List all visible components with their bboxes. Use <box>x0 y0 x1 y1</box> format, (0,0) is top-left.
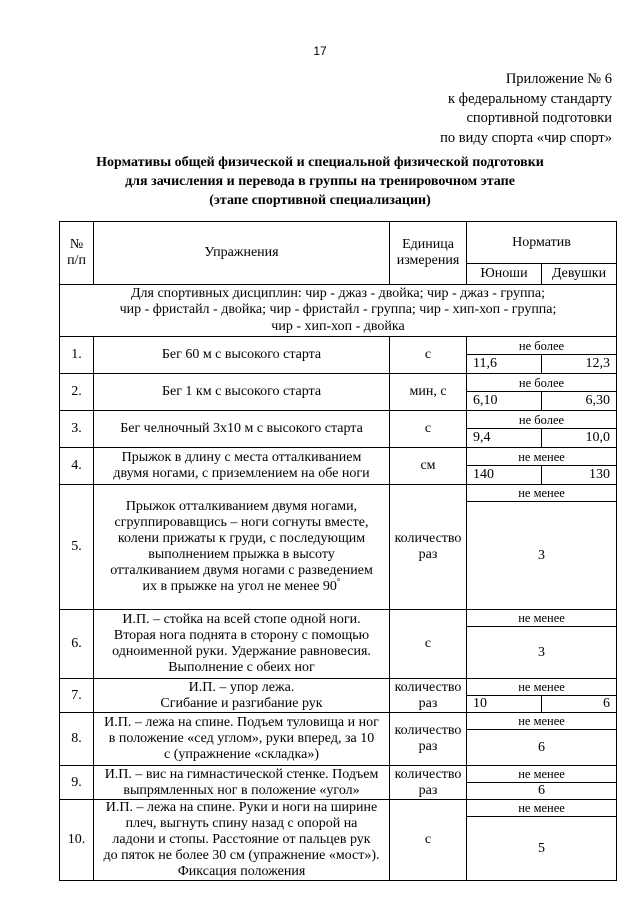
unit-cell <box>390 800 467 881</box>
exercise-line <box>96 421 387 437</box>
unit-line: с <box>424 636 432 651</box>
boys-value-text: 10 <box>473 696 487 711</box>
appendix-line: спортивной подготовки <box>466 110 612 126</box>
table-row <box>60 411 617 429</box>
norm-condition: не менее <box>467 713 617 730</box>
boys-value-text: 9,4 <box>473 430 491 445</box>
disciplines-line: Для спортивных дисциплин: чир - джаз - двойка; чир - джаз - группа; <box>130 285 546 301</box>
table-row <box>60 485 617 502</box>
unit-cell <box>390 337 467 374</box>
degree-sign: ° <box>336 576 341 587</box>
unit-line: раз <box>418 547 438 562</box>
exercise-line <box>96 531 387 547</box>
exercise-text: сгруппировавщись – ноги согнуты вместе, <box>114 515 369 530</box>
boys-value <box>467 429 542 448</box>
row-number: 1. <box>60 337 94 374</box>
exercise-text: до пяток не более 30 см (упражнение «мост»). <box>103 848 380 863</box>
unit-header <box>390 222 467 285</box>
table-row <box>60 766 617 783</box>
unit-line: мин, с <box>409 384 447 399</box>
num-header-line: п/п <box>67 253 86 268</box>
norm-value: 3 <box>467 502 617 610</box>
exercise-text: ладони и стопы. Расстояние от пальцев рук <box>112 832 371 847</box>
table-row <box>60 448 617 466</box>
norm-condition: не менее <box>467 800 617 817</box>
girls-value <box>542 429 617 448</box>
appendix-line: по виду спорта «чир спорт» <box>440 129 612 146</box>
unit-line: см <box>420 458 436 473</box>
exercise-text: Вторая нога поднята в сторону с помощью <box>113 628 370 643</box>
document-title <box>0 153 640 210</box>
exercise-text: И.П. – стойка на всей стопе одной ноги. <box>122 612 361 627</box>
girls-value <box>542 466 617 485</box>
unit-cell <box>390 766 467 800</box>
title-line: Нормативы общей физической и специальной физической подготовки <box>96 155 544 170</box>
exercise-line <box>96 644 387 660</box>
disciplines-line: чир - хип-хоп - двойка <box>271 318 405 334</box>
table-row <box>60 374 617 392</box>
norm-condition: не менее <box>467 448 617 466</box>
unit-line: раз <box>418 739 438 754</box>
row-number: 8. <box>60 713 94 766</box>
boys-value <box>467 392 542 411</box>
exercise-text: Бег 60 м с высокого старта <box>161 347 322 362</box>
boys-value <box>467 696 542 713</box>
appendix-line: к федеральному стандарту <box>448 90 612 107</box>
boys-value-text: 6,10 <box>473 393 498 408</box>
row-number: 2. <box>60 374 94 411</box>
exercise-text: с (упражнение «складка») <box>164 747 319 762</box>
exercise-line <box>96 660 387 676</box>
num-header-line: № <box>69 237 84 252</box>
norm-condition: не менее <box>467 679 617 696</box>
exercise-text: И.П. – упор лежа. <box>188 679 295 695</box>
page-number: 17 <box>313 44 327 58</box>
unit-cell <box>390 374 467 411</box>
boys-value-text: 140 <box>473 467 494 482</box>
table-row <box>60 679 617 696</box>
appendix-header <box>440 70 612 148</box>
exercise-text: Бег 1 км с высокого старта <box>161 384 322 399</box>
row-number: 6. <box>60 610 94 679</box>
norm-value: 6 <box>467 730 617 766</box>
exercise-cell <box>94 766 390 800</box>
disciplines-row <box>60 285 617 337</box>
exercise-line <box>96 576 387 595</box>
unit-cell <box>390 448 467 485</box>
exercise-line <box>96 715 387 731</box>
unit-cell <box>390 679 467 713</box>
exercise-cell <box>94 411 390 448</box>
exercise-line <box>96 628 387 644</box>
boys-value <box>467 355 542 374</box>
norm-condition: не менее <box>467 766 617 783</box>
exercise-line <box>96 499 387 515</box>
unit-header-line: Единица <box>402 237 454 252</box>
table-row <box>60 337 617 355</box>
unit-cell <box>390 411 467 448</box>
exercise-line <box>96 696 387 712</box>
norm-condition: не более <box>467 374 617 392</box>
exercise-text: Прыжок отталкиванием двумя ногами, <box>125 499 358 514</box>
exercise-text: двумя ногами, с приземлением на обе ноги <box>113 466 370 481</box>
exercise-cell <box>94 713 390 766</box>
exercise-line <box>96 816 387 832</box>
norm-condition: не менее <box>467 610 617 627</box>
unit-cell <box>390 713 467 766</box>
norm-condition: не менее <box>467 485 617 502</box>
boys-value <box>467 466 542 485</box>
unit-cell <box>390 485 467 610</box>
unit-line: с <box>424 832 432 847</box>
exercise-header: Упражнения <box>94 222 390 285</box>
table-row <box>60 610 617 627</box>
unit-line: раз <box>418 695 438 711</box>
unit-line: с <box>424 347 432 362</box>
unit-line: количество <box>394 723 462 738</box>
exercise-line <box>96 612 387 628</box>
num-header <box>60 222 94 285</box>
exercise-text: в положение «сед углом», руки вперед, за 10 <box>108 731 375 746</box>
girls-value <box>542 696 617 713</box>
exercise-line <box>96 466 387 482</box>
row-number: 3. <box>60 411 94 448</box>
unit-cell <box>390 610 467 679</box>
girls-header: Девушки <box>542 264 617 285</box>
exercise-text: И.П. – лежа на спине. Подъем туловища и ног <box>104 715 379 730</box>
girls-value-text: 6 <box>603 696 611 711</box>
disciplines-cell <box>60 285 617 337</box>
exercise-cell <box>94 448 390 485</box>
unit-line: количество <box>394 766 462 782</box>
table-row <box>60 713 617 730</box>
girls-value-text: 130 <box>589 467 611 482</box>
exercise-text: колени прижаты к груди, с последующим <box>117 531 366 546</box>
girls-value <box>542 355 617 374</box>
exercise-text: Фиксация положения <box>177 864 306 879</box>
exercise-text: И.П. – лежа на спине. Руки и ноги на ширине <box>105 800 378 815</box>
exercise-line <box>96 747 387 763</box>
exercise-line <box>96 800 387 816</box>
title-line: (этапе спортивной специализации) <box>209 193 431 208</box>
exercise-text: И.П. – вис на гимнастической стенке. Подъем <box>104 766 379 782</box>
row-number: 5. <box>60 485 94 610</box>
exercise-cell <box>94 679 390 713</box>
row-number: 10. <box>60 800 94 881</box>
norm-condition: не более <box>467 411 617 429</box>
exercise-line <box>96 731 387 747</box>
exercise-text: Бег челночный 3x10 м с высокого старта <box>120 421 363 436</box>
exercise-text: Прыжок в длину с места отталкиванием <box>121 450 362 465</box>
norm-value: 6 <box>467 783 617 800</box>
exercise-line <box>96 767 387 783</box>
exercise-cell <box>94 800 390 881</box>
girls-value-text: 12,3 <box>585 356 611 371</box>
appendix-line: Приложение № 6 <box>505 71 612 87</box>
title-line: для зачисления и перевода в группы на тренировочном этапе <box>125 174 515 189</box>
exercise-line <box>96 783 387 799</box>
exercise-cell <box>94 337 390 374</box>
exercise-text: выпрямленных ног в положение «угол» <box>123 782 360 798</box>
exercise-text: Сгибание и разгибание рук <box>160 695 323 711</box>
table-row <box>60 800 617 817</box>
unit-header-line: измерения <box>396 253 460 268</box>
exercise-cell <box>94 485 390 610</box>
exercise-line <box>96 450 387 466</box>
exercise-text: их в прыжке на угол не менее 90 <box>142 579 337 594</box>
disciplines-line: чир - фристайл - двойка; чир - фристайл - группа; чир - хип-хоп - группа; <box>119 302 557 318</box>
exercise-line <box>96 563 387 579</box>
girls-value-text: 10,0 <box>585 430 611 445</box>
header-row <box>60 222 617 264</box>
girls-value-text: 6,30 <box>585 393 611 408</box>
exercise-line <box>96 832 387 848</box>
norms-table <box>59 221 617 881</box>
unit-line: раз <box>418 782 438 798</box>
exercise-line <box>96 515 387 531</box>
exercise-text: одноименной руки. Удержание равновесия. <box>112 644 371 659</box>
norm-header: Норматив <box>467 222 617 264</box>
exercise-line <box>96 848 387 864</box>
exercise-cell <box>94 610 390 679</box>
norm-condition: не более <box>467 337 617 355</box>
exercise-line <box>96 384 387 400</box>
row-number: 4. <box>60 448 94 485</box>
row-number: 9. <box>60 766 94 800</box>
norms-table-body <box>60 222 617 881</box>
exercise-line <box>96 347 387 363</box>
exercise-text: Выполнение с обеих ног <box>168 660 315 675</box>
exercise-text: отталкиванием двумя ногами с разведением <box>110 563 373 578</box>
exercise-line <box>96 864 387 880</box>
row-number: 7. <box>60 679 94 713</box>
exercise-line <box>96 547 387 563</box>
exercise-text: выполнением прыжка в высоту <box>148 547 335 562</box>
exercise-text: плеч, выгнуть спину назад с опорой на <box>125 816 358 831</box>
unit-line: количество <box>394 531 462 546</box>
unit-line: с <box>424 421 432 436</box>
boys-value-text: 11,6 <box>473 356 497 371</box>
boys-header: Юноши <box>467 264 542 285</box>
norm-value: 3 <box>467 627 617 679</box>
exercise-line <box>96 680 387 696</box>
girls-value <box>542 392 617 411</box>
norm-value: 5 <box>467 817 617 881</box>
unit-line: количество <box>394 679 462 695</box>
exercise-cell <box>94 374 390 411</box>
